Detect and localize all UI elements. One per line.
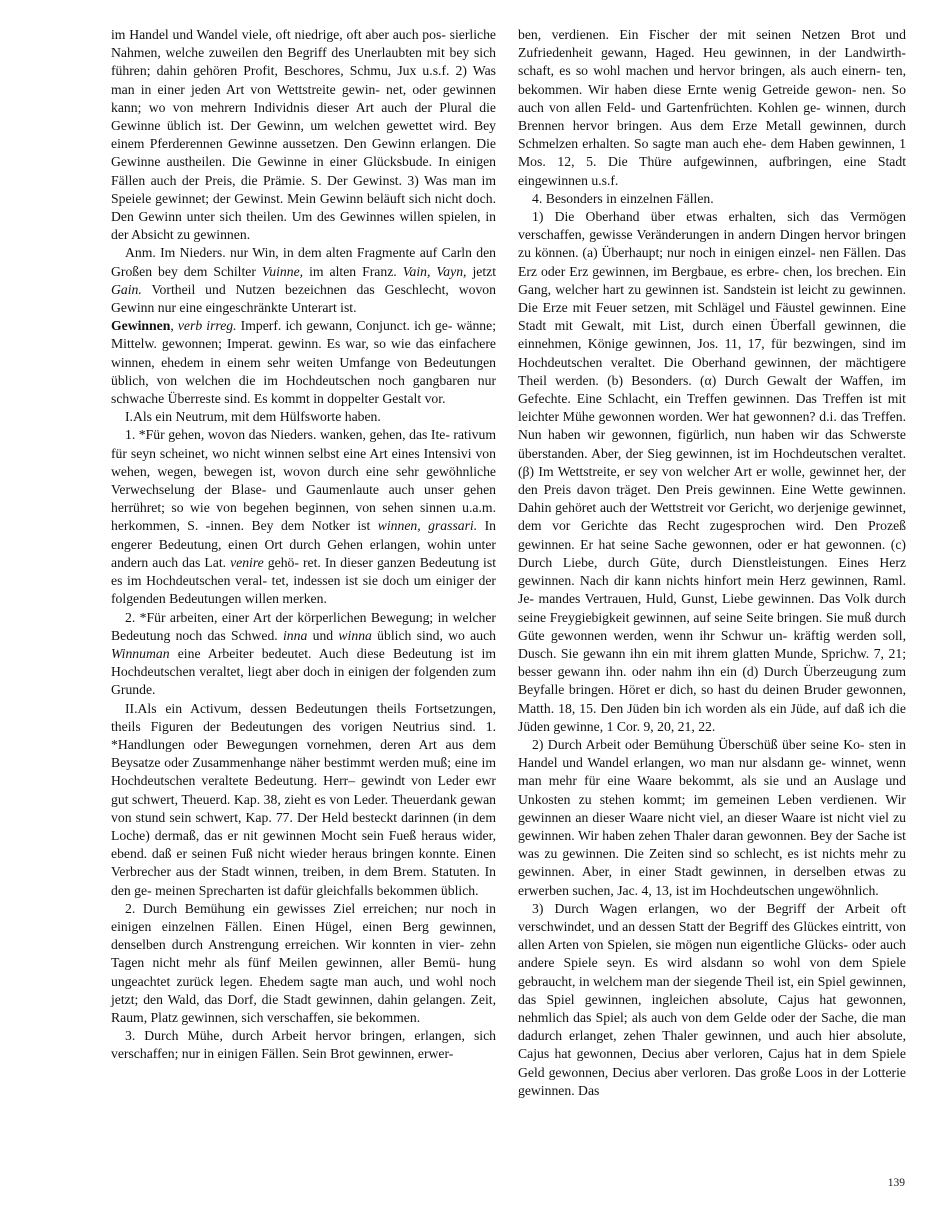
italic-text: Gain.: [111, 281, 142, 297]
text: und: [307, 627, 339, 643]
text: eine Arbeiter bedeutet. Auch diese Bedeutung ist im Hochdeutschen veraltet, liegt aber doch in einigen der folgenden zum Grunde.: [111, 645, 496, 698]
text: üblich sind, wo auch: [371, 627, 496, 643]
italic-text: winna: [338, 627, 372, 643]
text: im alten Franz.: [303, 263, 403, 279]
paragraph: ben, verdienen. Ein Fischer der mit seinen Netzen Brot und Zufriedenheit gewann, Haged. Heu gewinnen, in der Landwirth- schaft, es so wohl machen und hervor bringen, als auch einern- ten, bekommen. Wir haben diese Ernte wenig Getreide gewon- nen. So auch von allen Feld- und Gartenfrüchten. Kohlen ge- winnen, durch Brennen hervor bringen. Aus dem Erze Metall gewinnen, durch Schmelzen erhalten. So sagte man auch ehe- dem Haben gewinnen, 1 Mos. 12, 5. Die Thüre aufgewinnen, aufbringen, eine Stadt eingewinnen u.s.f.: [518, 27, 906, 188]
text: ,: [170, 318, 178, 334]
paragraph: 2) Durch Arbeit oder Bemühung Überschüß über seine Ko- sten in Handel und Wandel erlangen, wo man nur alsdann ge- winnet, wenn man mehr für eine Waare bekommt, als sie und an Auslage und Unkosten zu stehen kommt; im gemeinen Leben verdienen. Wir gewinnen an dieser Waare nicht viel, an dieser Waare ist nicht viel zu gewinnen. Wir haben zehen Thaler daran gewonnen. Bey der Sache ist was zu gewinnen. Die Zeiten sind so schlecht, es ist nichts mehr zu gewinnen. Aber, in einer Stadt gewinnen, in derselben etwas zu erwerben suchen, Jac. 4, 13, ist im Hochdeutschen ungewöhnlich.: [518, 736, 906, 898]
italic-text: verb irreg.: [177, 318, 237, 334]
paragraph: 2. Durch Bemühung ein gewisses Ziel erreichen; nur noch in einigen einzelnen Fällen. Einen Hügel, einen Berg gewinnen, denselben durch Anstrengung erreichen. Wir konnten in vier- zehn Tagen nicht mehr als fünf Meilen gewinnen, aller Bemü- hung ungeachtet zurück legen. Ehedem sagte man auch, und wohl noch jetzt; den Wald, das Dorf, die Stadt gewinnen, dahin gelangen. Zeit, Raum, Platz gewinnen, sich verschaffen, sie bekommen.: [111, 900, 496, 1025]
dictionary-entry: [111, 317, 496, 408]
right-column: [518, 26, 906, 1100]
text: Imperf. ich gewann, Conjunct. ich ge- wänne; Mittelw. gewonnen; Imperat. gewinn. Es war, so wie das einfachere winnen, ehedem in einem sehr weiten Umfange von Bedeutungen üblich, von welchen die im Hochdeutschen noch gangbaren nur schwache Überreste sind. Es kommt in doppelter Gestalt vor.: [111, 318, 497, 407]
italic-text: Vuinne,: [261, 263, 304, 279]
paragraph: 1) Die Oberhand über etwas erhalten, sich das Vermögen verschaffen, gewisse Veränderungen in andern Dingen hervor bringen zu können. (a) Überhaupt; nur noch in einigen einzel- nen Fällen. Das Erz oder Erz gewinnen, im Bergbaue, es erbre- chen, los brechen. Ein Gang, welcher hart zu gewinnen ist. Sandstein ist leicht zu gewinnen. Die Erze mit Feuer setzen, mit Schlägel und Fäustel gewinnen. Eine Stadt mit Gewalt, mit List, durch einen Überfall gewinnen, die einnehmen, Könige gewinnen, Jos. 11, 17, für bezwingen, sind im Hochdeutschen veraltet. Die Oberhand gewinnen, der mächtigere Theil werden. (b) Besonders. (α) Durch Gewalt der Waffen, im Gefechte. Eine Schlacht, ein Treffen gewinnen. Das Treffen ist mit leichter Mühe gewonnen worden. Wer hat gewonnen? d.i. das Treffen. Nun haben wir gewonnen, figürlich, nun haben wir das Schwerste überstanden. Aber, der Sieg gewinnen, ist im Hochdeutschen veraltet. (β) Im Wettstreite, er sey von welcher Art er wolle, gewinnet her, der den Preis davon träget. Den Preis gewinnen. Eine Wette gewinnen. Dahin gehöret auch der Wettstreit vor Gericht, wo derjenige gewinnet, dem vor Gerichte das Recht zugesprochen wird. Den Prozeß gewinnen. Er hat seine Sache gewonnen, oder er hat gewonnen. (c) Durch Liebe, durch Güte, durch Dienstleistungen. Eines Herz gewinnen. Nach dir kann nichts hinfort mein Herz gewinnen, Raml. Je- mandes Vertrauen, Huld, Gunst, Liebe gewinnen. Das Volk durch seine Freygiebigkeit gewinnen, auf seine Seite bringen. Sie muß durch Güte gewonnen werden, wenn ihr Schwur un- kräftig werden soll, Dusch. Sie gewann ihn ein mit ihrem glatten Munde, Sprichw. 7, 21; besser gewann ihn. oder nahm ihn ein (d) Durch Überzeugung zum Beyfalle bringen. Höret er dich, so hast du deinen Bruder gewonnen, Matth. 18, 15. Den Jüden bin ich worden als ein Jüde, auf daß ich die Jüden gewinne, 1 Cor. 9, 20, 21, 22.: [518, 209, 906, 734]
paragraph: 4. Besonders in einzelnen Fällen.: [532, 190, 714, 206]
paragraph: I.Als ein Neutrum, mit dem Hülfsworte haben.: [125, 409, 381, 425]
paragraph: [111, 426, 496, 608]
text: Vortheil und Nutzen bezeichnen das Geschlecht, wovon Gewinn nur eine eingeschränkte Unterart ist.: [111, 281, 496, 316]
paragraph: im Handel und Wandel viele, oft niedrige, oft aber auch pos- sierliche Nahmen, welche zuweilen den Begriff des Unerlaubten mit bey sich führen; dahin gehören Profit, Beschores, Schmu, Jux u.s.f. 2) Was man in einer jeden Art von Wettstreite gewin- net, oder gewinnen kann; wo von mehrern Individnis dieser Art auch der Plural die Gewinne üblich ist. Der Gewinn, um welchen gewettet wird. Bey einem Pferderennen Gewinne aussetzen. Den Gewinn erlangen. Die Gewinne austheilen. Die Gewinne in einer Glücksbude. In einigen Fällen auch der Preis, die Prämie. S. Der Gewinst. 3) Was man im Speiele gewinnet; der Gewinst. Mein Gewinn beläuft sich nicht doch. Den Gewinn unter sich theilen. Um des Gewinnes willen spielen, in der Absicht zu gewinnen.: [111, 27, 496, 243]
paragraph: 3) Durch Wagen erlangen, wo der Begriff der Arbeit oft verschwindet, und an dessen Statt der Begriff des Glückes eintritt, von allen Arten von Spielen, sie mögen nun eigentliche Glücks- oder auch andere Spiele seyn. Es wird alsdann so wohl von dem Spiele gebraucht, in welchem man der siegende Theil ist, ein Spiel gewinnen, das Spiel gewinnen, ingleichen absolute, Cajus hat gewonnen, nehmlich das Spiel; als auch von dem Gelde oder der Sache, die man dadurch erlanget, zehen Thaler gewinnen, und auch hier absolute, Cajus hat gewonnen, Decius aber verloren, Cajus hat in dem Spiele Geld gewonnen, Decius aber verloren. Das große Loos in der Lotterie gewinnen. Das: [518, 900, 906, 1098]
text: gehö- ret. In dieser ganzen Bedeutung ist es im Hochdeutschen veral- tet, indessen ist sie doch um einiger der folgenden Bedeutungen willen merken.: [111, 554, 496, 607]
italic-text: Vain, Vayn,: [402, 263, 467, 279]
text: 1. *Für gehen, wovon das Nieders. wanken, gehen, das Ite- rativum für seyn scheinet, wo nicht winnen selbst eine Art eines Intensivi von wehen, wegen, bewegen ist, wovon durch eine sehr gewöhnliche Verwechselung der Blase- und Gaumenlaute auch unser gehen herrühret; so wie von begehen beginnen, von sehen sinnen u.a.m. herkommen, S. -innen. Bey dem Notker ist: [111, 427, 496, 534]
paragraph: II.Als ein Activum, dessen Bedeutungen theils Fortsetzungen, theils Figuren der Bedeutungen des vorigen Neutrius sind. 1. *Handlungen oder Bewegungen vornehmen, deren Art aus dem Beysatze oder Zusammenhange näher bestimmt werden muß; eine im Hochdeutschen veraltete Bedeutung. Herr– gewindt von Leder ewr gut schwert, Theuerd. Kap. 38, zieht es von Leder. Theuerdank gewan von stund sein schwert, Kap. 77. Der Held besteckt darinnen (in dem Loche) dermaß, das er nit gewinnen Mocht sein Fueß heraus wider, ebend. daß er seinen Fuß nicht wieder heraus bringen konnte. Einen Verbrecher aus der Stadt winnen, treiben, in dem Brem. Statuten. In den ge- meinen Sprecharten ist dafür gleichfalls bekommen üblich.: [111, 700, 496, 898]
text: 2. *Für arbeiten, einer Art der körperlichen Bewegung; in welcher Bedeutung noch das Schwed.: [111, 609, 496, 643]
headword: Gewinnen: [111, 318, 171, 334]
italic-text: Winnuman: [111, 645, 170, 661]
paragraph: [111, 609, 496, 700]
italic-text: venire: [230, 554, 264, 570]
italic-text: inna: [283, 627, 308, 643]
paragraph: [111, 244, 496, 317]
italic-text: winnen, grassari.: [377, 518, 478, 534]
text: jetzt: [466, 263, 497, 279]
page-number: 139: [887, 1177, 905, 1189]
text: Anm. Im Nieders. nur Win, in dem alten Fragmente auf Carln den Großen bey dem Schilter: [111, 245, 496, 279]
text: In engerer Bedeutung, einen Ort durch Gehen erlangen, wohin unter andern auch das Lat.: [111, 518, 496, 570]
left-column: [111, 26, 496, 1064]
paragraph: 3. Durch Mühe, durch Arbeit hervor bringen, erlangen, sich verschaffen; nur in einigen Fällen. Sein Brot gewinnen, erwer-: [111, 1028, 496, 1062]
